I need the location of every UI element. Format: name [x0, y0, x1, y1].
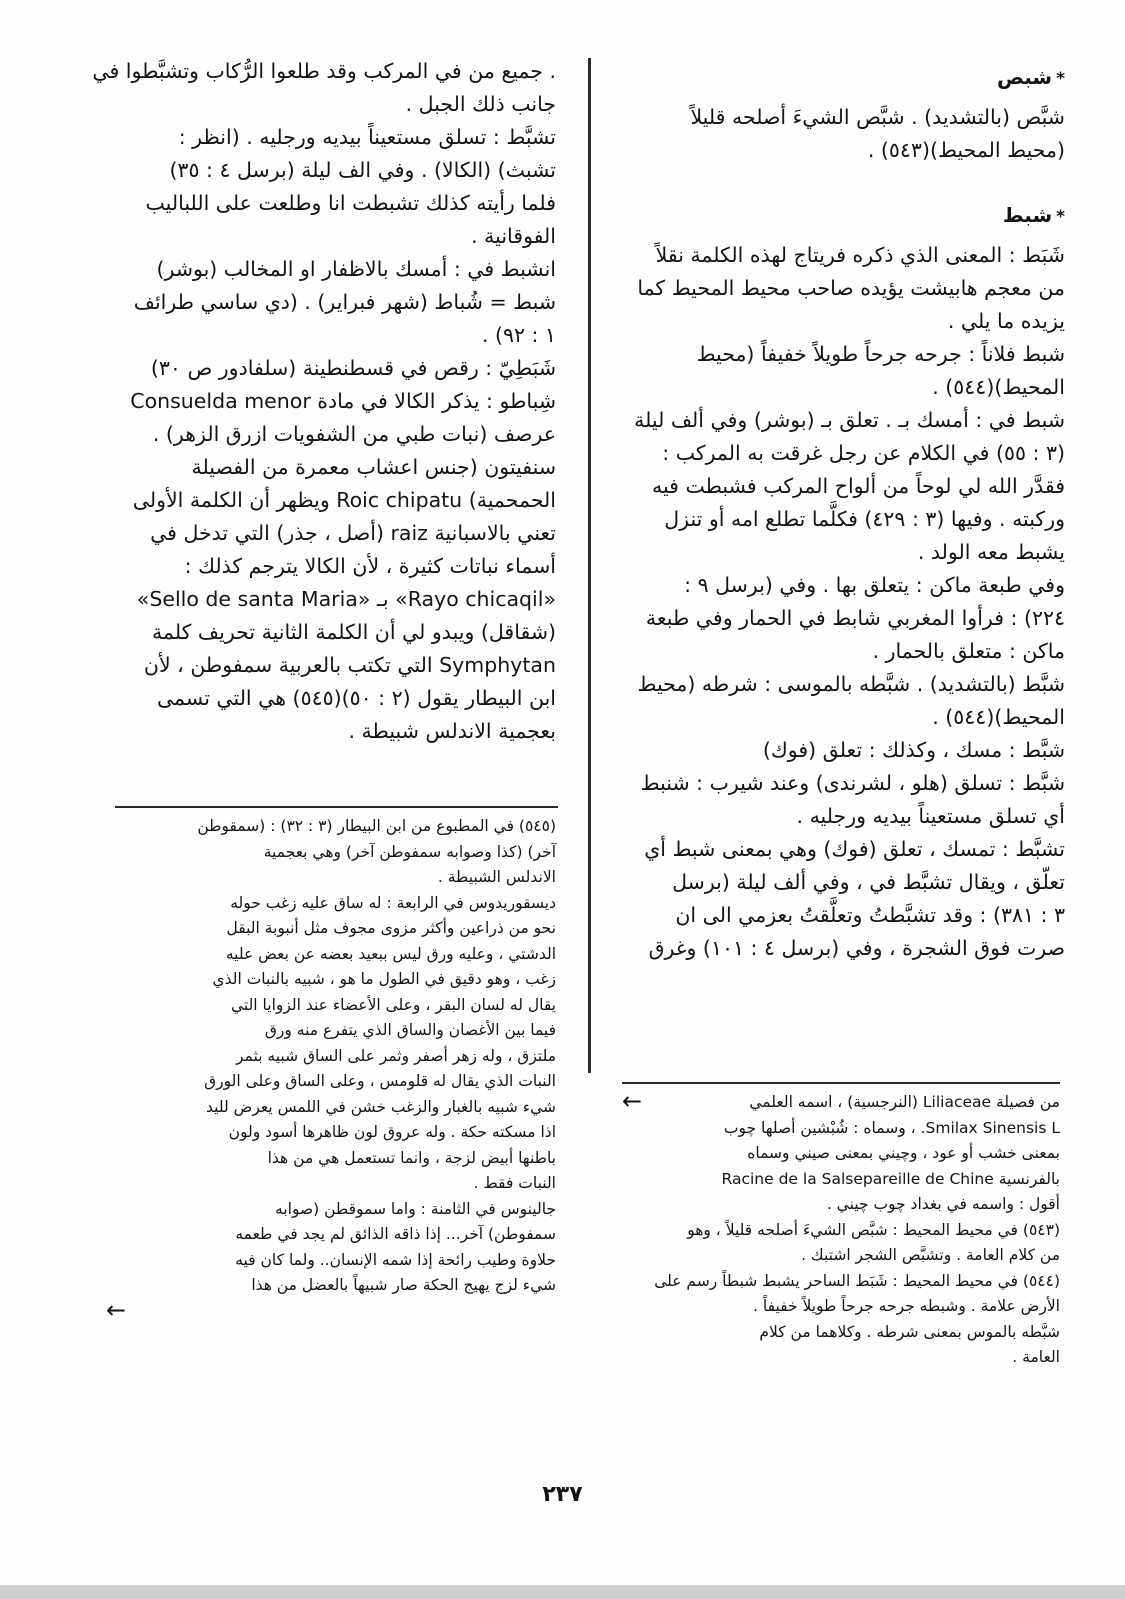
- footnote-rule-right: [622, 1082, 1060, 1084]
- headword-shabas: *شبص: [996, 65, 1065, 89]
- left-footnotes: (٥٤٥) في المطبوع من ابن البيطار (٣ : ٣٢) : (سمقوطن آخر) (كذا وصوابه سمفوطن آخر) وهي بعجمية الاندلس الشبيطة . ديسقوريدوس في الرابعة : له ساق عليه زغب حوله نحو من ذراعين وأكثر مزوى مجوف مثل أنبوبة البقل الدشتي ، وعليه ورق ليس ببعيد بعضه عن بعض عليه زغب ، وهو دقيق في الطول ما هو ، شبيه بالنبات الذي يقال له لسان البقر ، وعلى الأعضاء عند الزوايا التي فيما بين الأغصان والساق الذي يتفرع منه ورق ملتزق ، وله زهر أصفر وثمر على الساق شبيه بثمر النبات الذي يقال له قلومس ، وعلى الساق وعلى الورق شيء شبيه بالغبار والزغب خشن في اللمس يعرض لليد اذا مسكته حكة . وله عروق لون ظاهرها أسود ولون باطنها أبيض لزجة ، وانما تستعمل هي من هذا النبات فقط . جالينوس في الثامنة : واما سموقطن (صوابه سمفوطن) آخر... إذا ذاقه الذائق لم يجد في طعمه حلاوة وطيب رائحة إذا شمه الإنسان.. ولما كان فيه شيء لزج يهيج الحكة صار شبيهاً بالعضل من هذا ←: [106, 817, 556, 1324]
- entry-shabat: شَبَط : المعنى الذي ذكره فريتاج لهذه الكلمة نقلاً من معجم هابيشت يؤيده صاحب محيط المحيط كما يزيده ما يلي . شبط فلاناً : جرحه جرحاً طويلاً خفيفاً (محيط المحيط)(٥٤٤) . شبط في : أمسك بـ . تعلق بـ (بوشر) وفي ألف ليلة (٣ : ٥٥) في الكلام عن رجل غرقت به المركب : فقدَّر الله لي لوحاً من ألواح المركب فشبطت فيه وركبته . وفيها (٣ : ٤٢٩) فكلَّما تطلع امه أو تنزل يشبط معه الولد . وفي طبعة ماكن : يتعلق بها . وفي (برسل ٩ : ٢٢٤) : فرأوا المغربي شابط في الحمار وفي طبعة ماكن : متعلق بالحمار . شبَّط (بالتشديد) . شبَّطه بالموسى : شرطه (محيط المحيط)(٥٤٤) . شبَّط : مسك ، وكذلك : تعلق (فوك) شبَّط : تسلق (هلو ، لشرندى) وعند شيرب : شنبط أي تسلق مستعيناً بيديه ورجليه . تشبَّط : تمسك ، تعلق (فوك) وهي بمعنى شبط أي تعلّق ، ويقال تشبَّط في ، وفي ألف ليلة (برسل ٣ : ٣٨١) : وقد تشبَّطتُ وتعلَّقتُ بعزمي الى ان صرت فوق الشجرة ، وفي (برسل ٤ : ١٠١) وغرق: [634, 243, 1065, 960]
- asterisk-icon: *: [1056, 207, 1065, 227]
- page-number: ٢٣٧: [542, 1482, 583, 1507]
- headword-shabat: *شبط: [1002, 203, 1065, 227]
- continuation-arrow-icon: ←: [106, 1295, 127, 1324]
- column-divider: [588, 58, 591, 1073]
- entry-shabas: شبَّص (بالتشديد) . شبَّص الشيءَ أصلحه قليلاً (محيط المحيط)(٥٤٣) .: [690, 105, 1065, 162]
- right-footnotes: ← من فصيلة Liliaceae (النرجسية) ، اسمه العلمي Smilax Sinensis L. ، وسماه : شُبْشين أصلها چوب بمعنى خشب أو عود ، وچيني بمعنى صيني وسماه بالفرنسية Racine de la Salsepareille de Chine أقول : واسمه في بغداد چوب چيني . (٥٤٣) في محيط المحيط : شبَّص الشيءَ أصلحه قليلاً ، وهو من كلام العامة . وتشبَّص الشجر اشتبك . (٥٤٤) في محيط المحيط : شَبَط الساحر يشبط شبطاً رسم على الأرض علامة . وشبطه جرحه جرحاً طويلاً خفيفاً . شبَّطه بالموس بمعنى شرطه . وكلاهما من كلام العامة .: [622, 1087, 1060, 1366]
- entry-shabat-continued: . جميع من في المركب وقد طلعوا الرُّكاب وتشبَّطوا في جانب ذلك الجبل . تشبَّط : تسلق مستعيناً بيديه ورجليه . (انظر : تشبث) (الكالا) . وفي الف ليلة (برسل ٤ : ٣٥) فلما رأيته كذلك تشبطت انا وطلعت على اللباليب الفوقانية . انشبط في : أمسك بالاظفار او المخالب (بوشر) شبط = شُباط (شهر فبراير) . (دي ساسي طرائف ١ : ٩٢) . شَبَطِيّ : رقص في قسطنطينة (سلفادور ص ٣٠) شِباطو : يذكر الكالا في مادة Consuelda menor عرصف (نبات طبي من الشفويات ازرق الزهر) . سنفيتون (جنس اعشاب معمرة من الفصيلة الحمحمية) Roic chipatu ويظهر أن الكلمة الأولى تعني بالاسبانية raiz (أصل ، جذر) التي تدخل في أسماء نباتات كثيرة ، لأن الكالا يترجم كذلك : «Rayo chicaqil» بـ «Sello de santa Maria» (شقاقل) ويبدو لي أن الكلمة الثانية تحريف كلمة Symphytan التي تكتب بالعربية سمفوطن ، لأن ابن البيطار يقول (٢ : ٥٠)(٥٤٥) هي التي تسمى بعجمية الاندلس شبيطة .: [92, 59, 556, 743]
- left-column: [92, 55, 556, 748]
- continuation-arrow-icon: ←: [622, 1087, 643, 1115]
- footnote-rule-left: [115, 806, 558, 808]
- asterisk-icon: *: [1056, 69, 1065, 89]
- scan-edge: [0, 1585, 1125, 1599]
- right-column: [625, 55, 1065, 965]
